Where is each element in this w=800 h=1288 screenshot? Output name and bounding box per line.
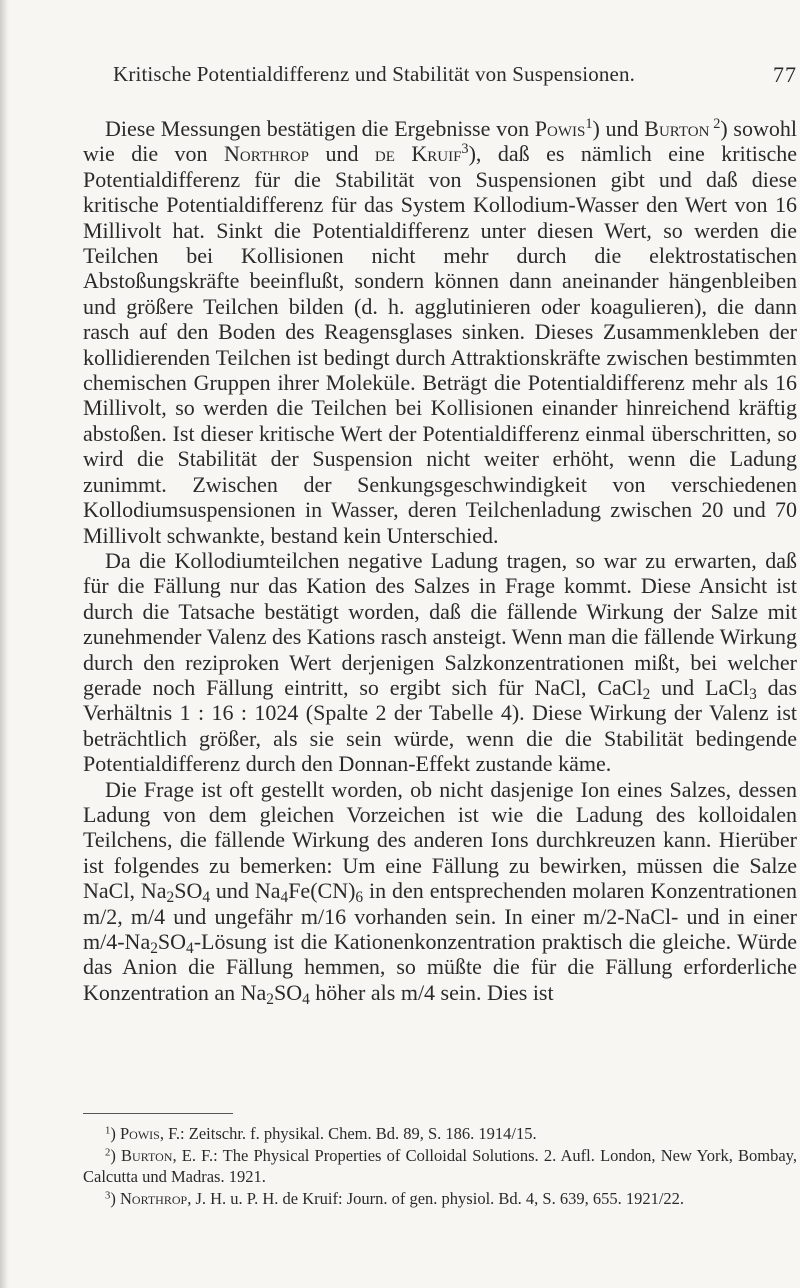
text-run: Die Frage ist oft gestellt worden, ob nicht dasjenige Ion eines Salzes, dessen Ladung von dem gleichen Vorzeichen ist wie die Ladung des kolloidalen Teilchens, die fällende Wirkung des anderen Ions durchkreuzen kann. Hierüber ist folgendes zu bemerken: Um eine Fällung zu bewirken, müssen die Salze NaCl, Na [83,776,797,904]
footnote-3: $^3$) Northrop, J. H. u. P. H. de Kruif: Journ. of gen. physiol. Bd. 4, S. 639, 655. 1921/22. [105,1189,685,1209]
footnote-author: Powis [119,1124,160,1143]
footnote-text: , J. H. u. P. H. de Kruif: Journ. of gen. physiol. Bd. 4, S. 639, 655. 1921/22. [187,1189,685,1209]
subscript: 4 [302,990,310,1008]
text-run: ), daß es nämlich eine kritische Potentialdifferenz für die Stabilität von Suspensionen gibt und daß diese kritische Potentialdifferenz für das System Kollodium-Wasser den Wert von 16 Millivolt hat. Sinkt die Potentialdifferenz unter diesen Wert, so werden die Teilchen bei Kollisionen nicht mehr durch die elektrostatischen Abstoßungskräfte beeinflußt, sondern können dann aneinander hängenbleiben und größere Teilchen bilden (d. h. agglutinieren oder koagulieren), die dann rasch auf den Boden des Reagensglases sinken. Dieses Zusammenkleben der kollidierenden Teilchen ist bedingt durch Attraktionskräfte zwischen bestimmten chemischen Gruppen ihrer Moleküle. Beträgt die Potentialdifferenz mehr als 16 Millivolt, so werden die Teilchen bei Kollisionen einander hinreichend kräftig abstoßen. Ist dieser kritische Wert der Potentialdifferenz einmal überschritten, so wird die Stabilität der Suspension nicht weiter erhöht, wenn die Ladung zunimmt. Zwischen der Senkungsgeschwindigkeit von verschiedenen Kollodiumsuspensionen in Wasser, deren Teilchenladung zwischen 20 und 70 Millivolt schwankte, bestand kein Unterschied. [83,141,798,548]
text-run: ) sowohl wie die von [83,116,797,167]
subscript: 4 [186,939,194,957]
footnote-author: Northrop [119,1189,188,1209]
footnote-author: Burton [121,1145,173,1165]
footnote-mark: 3 [105,1189,111,1202]
footnote-ref: 2 [709,116,721,133]
author-name: Burton [644,116,710,141]
text-run: das Verhältnis 1 : 16 : 1024 (Spalte 2 der Tabelle 4). Diese Wirkung der Valenz ist beträchtlich größer, als sie sein würde, wenn die die Stabilität bedingende Potentialdifferenz durch den Donnan-Effekt zustande käme. [83,674,798,777]
footnote-text: , F.: Zeitschr. f. physikal. Chem. Bd. 89, S. 186. 1914/15. [159,1124,537,1143]
text-run: SO [273,979,303,1005]
subscript: 2 [642,685,651,703]
text-run: Da die Kollodiumteilchen negative Ladung tragen, so war zu erwarten, daß für die Fällung nur das Kation des Salzes in Frage kommt. Diese Ansicht ist durch die Tatsache bestätigt worden, daß die fällende Wirkung der Salze mit zunehmender Valenz des Kations rasch ansteigt. Wenn man die fällende Wirkung durch den reziproken Wert derjenigen Salzkonzentrationen mißt, bei welcher gerade noch Fällung eintritt, so ergibt sich für NaCl, CaCl [83,547,797,700]
author-name: Northrop [224,141,309,167]
text-run: Fe(CN) [288,878,356,904]
footnote-mark: 2 [105,1146,111,1159]
paragraph-2 [83,548,797,777]
paragraph-3 [83,777,797,1006]
text-run: SO [157,929,187,954]
subscript: 4 [280,889,289,907]
page-header [113,62,797,96]
footnote-divider [83,1113,233,1114]
text-run: und LaCl [650,674,750,700]
subscript: 3 [749,685,757,703]
subscript: 2 [266,990,274,1008]
paragraph-1 [83,116,797,548]
text-run: Diese Messungen bestätigen die Ergebnisse von [105,116,535,141]
text-run: -Lösung ist die Kationenkonzentration praktisch die gleiche. Würde das Anion die Fällung hemmen, so müßte die für die Fällung erforderliche Konzentration an Na [83,929,797,1005]
page-binding-shadow [0,0,9,1288]
footnote-mark: 1 [105,1124,111,1137]
body-text [83,116,798,1008]
text-run: und [309,141,375,167]
footnote-ref: 1 [585,116,593,133]
text-run: höher als m/4 sein. Dies ist [309,979,554,1005]
author-name: Powis [534,116,586,141]
footnote-text: , E. F.: The Physical Properties of Colloidal Solutions. 2. Aufl. London, New York, Bombay, Calcutta und Madras. 1921. [83,1145,797,1187]
page-number: 77 [773,62,797,87]
subscript: 2 [150,939,158,957]
footnote-ref: 3 [461,141,469,158]
footnotes [83,1123,797,1210]
text-run: in den entsprechenden molaren Konzentrationen m/2, m/4 und ungefähr m/16 vorhanden sein. In einer m/2-NaCl- und in einer m/4-Na [83,878,798,954]
subscript: 6 [355,889,364,907]
text-run: SO [174,878,203,904]
text-run: und Na [210,878,281,904]
running-title: Kritische Potentialdifferenz und Stabilität von Suspensionen. [113,62,636,86]
text-run: ) und [592,116,645,141]
subscript: 2 [166,889,175,907]
footnote-1: $^1$) Powis, F.: Zeitschr. f. physikal. Chem. Bd. 89, S. 186. 1914/15. [105,1124,537,1143]
subscript: 4 [202,889,211,907]
footnote-2: $^2$) Burton, E. F.: The Physical Properties of Colloidal Solutions. 2. Aufl. London, New York, Bombay, Calcutta und Madras. 1921. [83,1145,797,1187]
author-name: de Kruif [374,141,462,167]
